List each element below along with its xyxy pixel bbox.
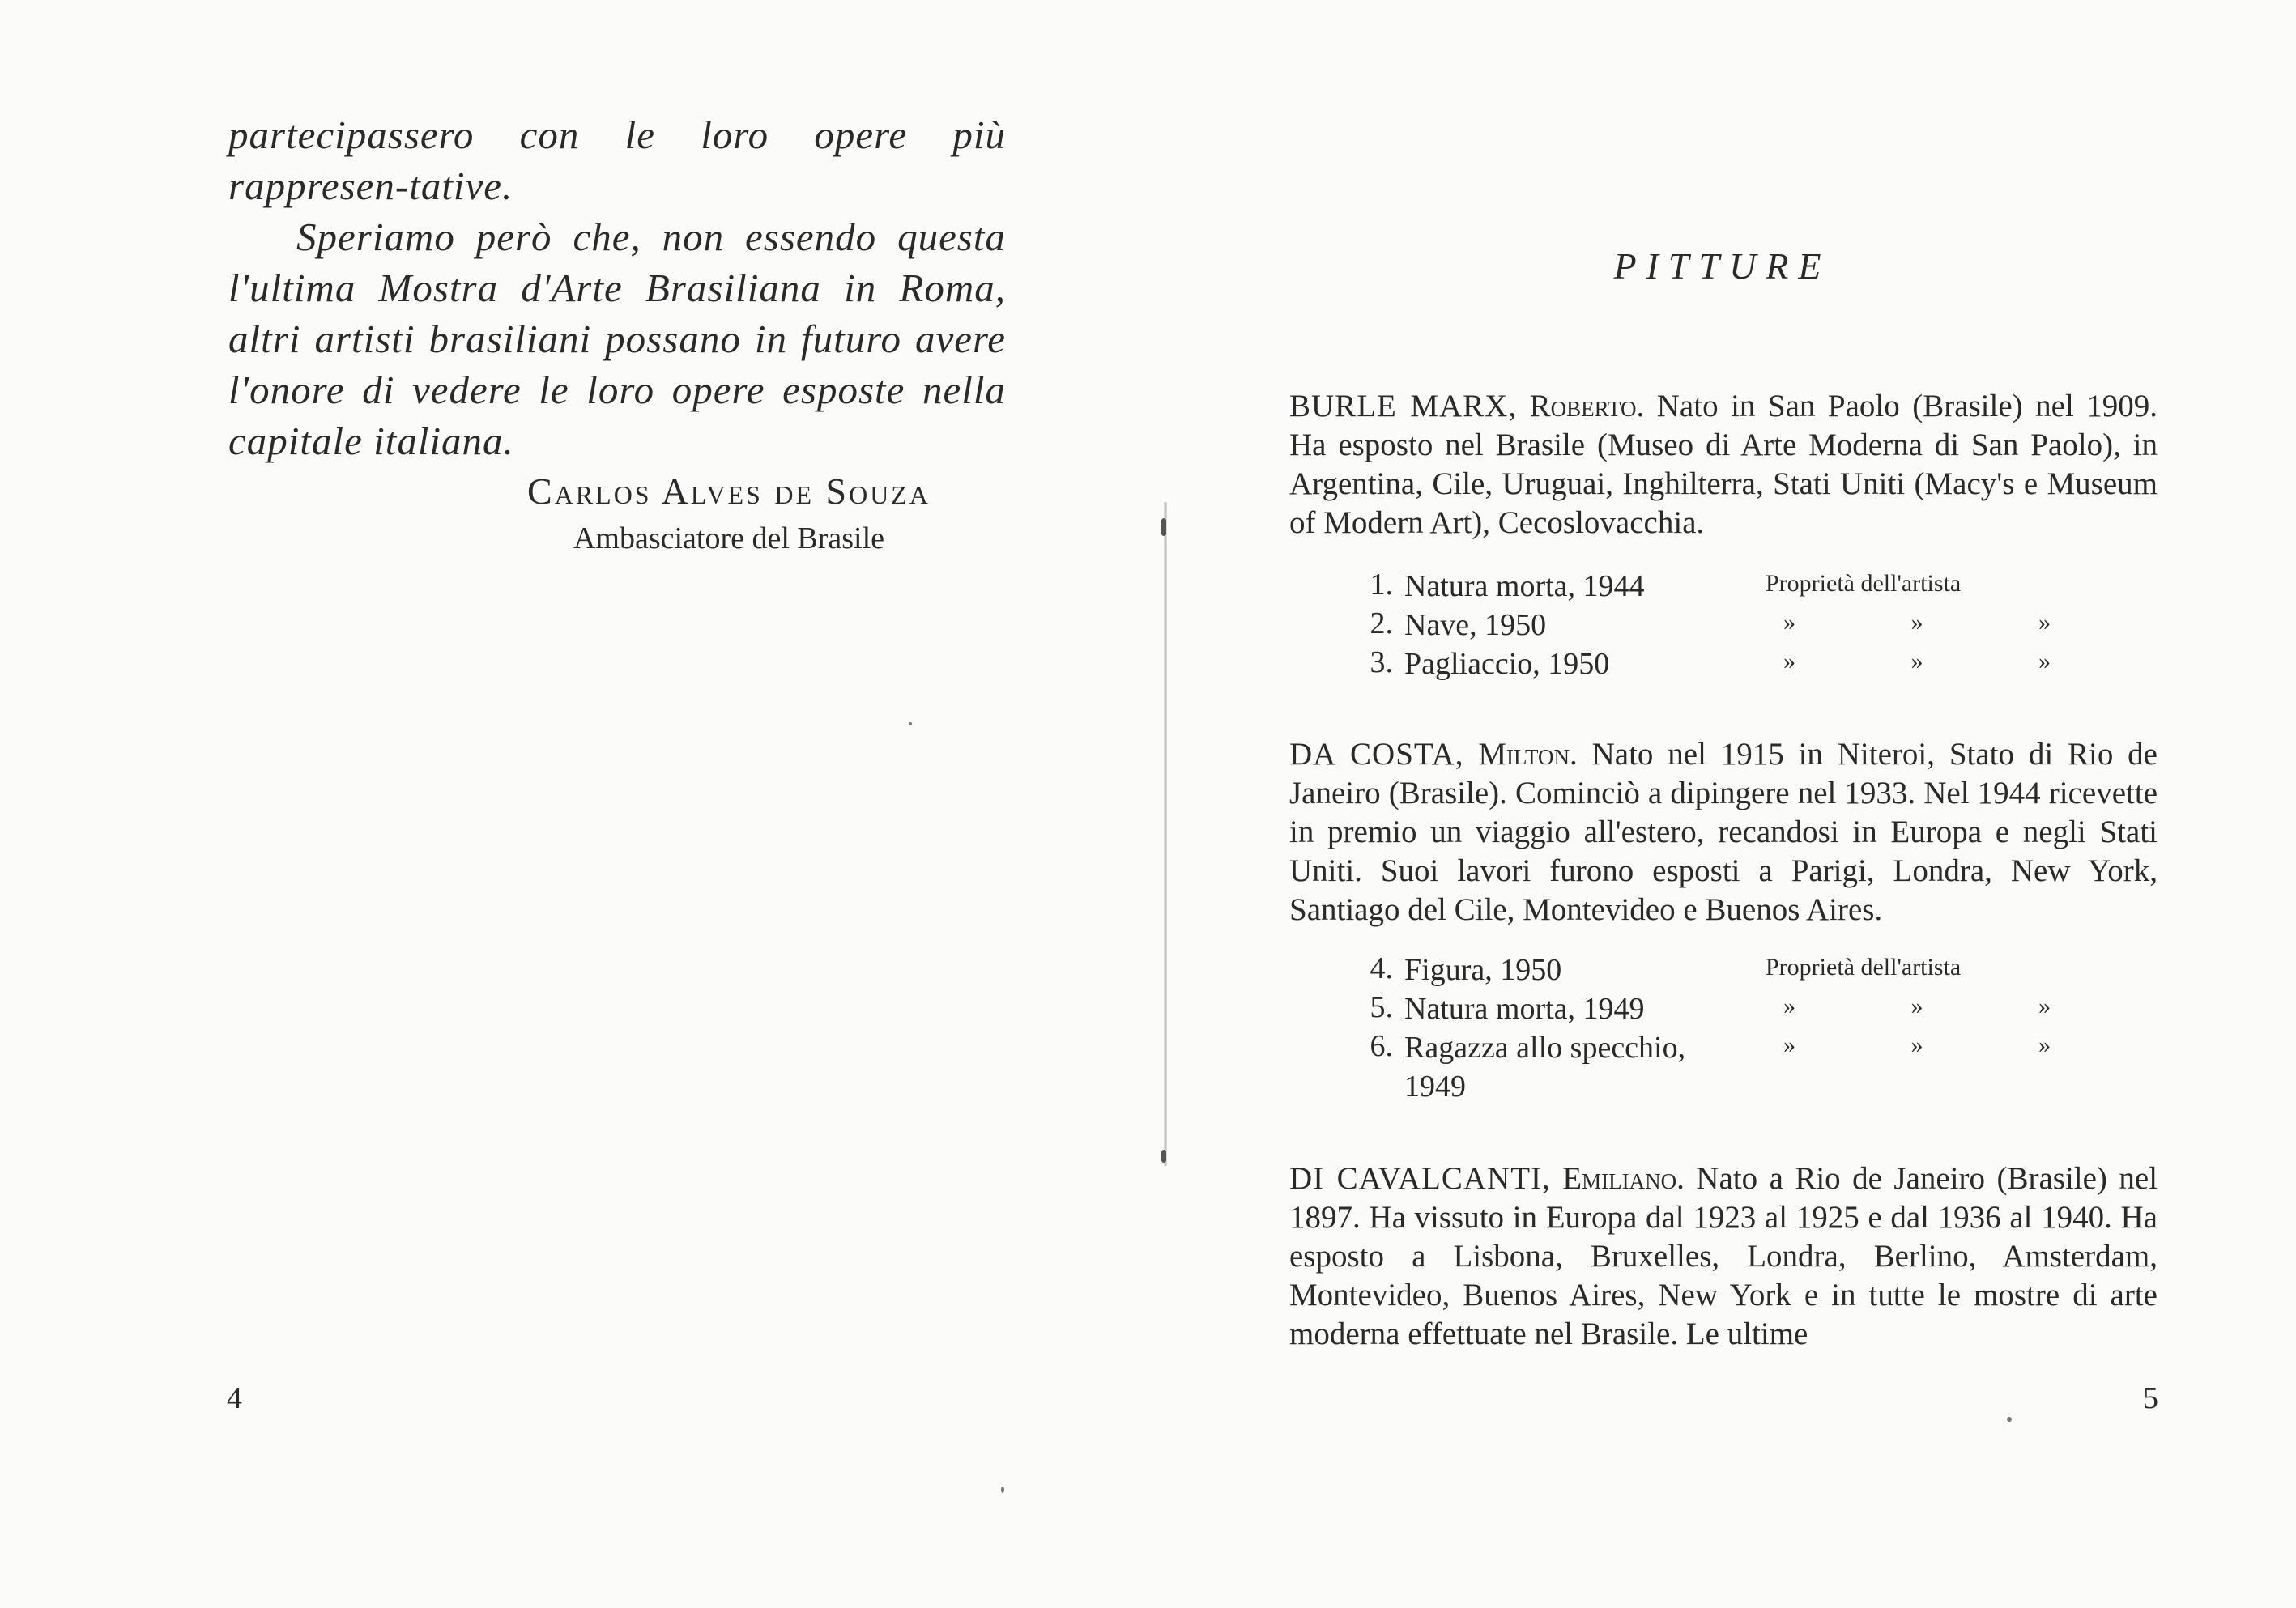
artist-first-name: Emiliano. [1562, 1161, 1685, 1196]
work-title: Nave, 1950 [1404, 608, 1547, 642]
work-owner-ditto: » » » [1783, 648, 2075, 674]
work-number: 4. [1370, 951, 1393, 985]
work-item [1361, 567, 2170, 606]
paper-speck [909, 722, 912, 725]
work-owner-ditto: » » » [1783, 1032, 2075, 1058]
work-title: Ragazza allo specchio, 1949 [1404, 1031, 1686, 1104]
work-owner-ditto: » » » [1783, 609, 2075, 636]
signature-block [454, 468, 1004, 562]
intro-paragraph-2: Speriamo però che, non essendo questa l'ultima Mostra d'Arte Brasiliana in Roma, altri artisti brasiliani possano in futuro avere l'onore di vedere le loro opere esposte nella capitale italiana. [228, 215, 1006, 463]
work-owner-ditto: » » » [1783, 993, 2075, 1019]
signature-name: Carlos Alves de Souza [527, 470, 931, 512]
works-list [1361, 951, 2170, 1106]
intro-paragraph-1: partecipassero con le loro opere più rappresen-tative. [228, 113, 1006, 208]
page-number-left: 4 [227, 1381, 242, 1415]
work-owner: Proprietà dell'artista [1766, 954, 1962, 981]
work-title: Natura morta, 1949 [1404, 992, 1645, 1026]
work-item [1361, 606, 2170, 644]
artist-entry [1289, 1159, 2158, 1354]
work-item [1361, 989, 2170, 1028]
artist-first-name: Roberto. [1529, 389, 1645, 423]
work-title: Natura morta, 1944 [1404, 569, 1645, 603]
work-number: 6. [1370, 1029, 1393, 1063]
artist-first-name: Milton. [1478, 737, 1578, 772]
artist-entry [1289, 387, 2158, 542]
work-number: 1. [1370, 568, 1393, 602]
artist-bio: Nato in San Paolo (Brasile) nel 1909. Ha esposto nel Brasile (Museo di Arte Moderna di San Paolo), in Argentina, Cile, Uruguai, Inghilterra, Stati Uniti (Macy's e Museum of Modern Art), Cecoslovacchia. [1289, 389, 2158, 540]
artist-bio: Nato nel 1915 in Niteroi, Stato di Rio de Janeiro (Brasile). Cominciò a dipingere nel 1933. Nel 1944 ricevette in premio un viaggio all'estero, recandosi in Europa e negli Stati Uniti. Suoi lavori furono esposti a Parigi, Londra, New York, Santiago del Cile, Montevideo e Buenos Aires. [1289, 737, 2158, 927]
work-owner: Proprietà dell'artista [1766, 570, 1962, 597]
page-number-right: 5 [2143, 1381, 2158, 1415]
artist-surname: DA COSTA, [1289, 737, 1464, 772]
work-title: Figura, 1950 [1404, 953, 1562, 987]
work-item [1361, 1028, 2170, 1106]
paper-speck [1001, 1487, 1004, 1493]
artist-surname: DI CAVALCANTI, [1289, 1161, 1551, 1196]
works-list [1361, 567, 2170, 683]
artist-bio: Nato a Rio de Janeiro (Brasile) nel 1897. Ha vissuto in Europa dal 1923 al 1925 e dal 1936 al 1940. Ha esposto a Lisbona, Bruxelles, Londra, Berlino, Amsterdam, Montevideo, Buenos Aires, New York e in tutte le mostre di arte moderna effettuate nel Brasile. Le ultime [1289, 1161, 2158, 1351]
work-item [1361, 644, 2170, 683]
artist-surname: BURLE MARX, [1289, 389, 1518, 423]
work-number: 3. [1370, 645, 1393, 679]
signature-title: Ambasciatore del Brasile [573, 521, 885, 555]
work-item [1361, 951, 2170, 989]
work-title: Pagliaccio, 1950 [1404, 647, 1610, 681]
work-number: 5. [1370, 990, 1393, 1024]
work-number: 2. [1370, 606, 1393, 640]
section-title: PITTURE [1613, 245, 1831, 287]
intro-text [228, 109, 1006, 466]
artist-entry [1289, 735, 2158, 929]
